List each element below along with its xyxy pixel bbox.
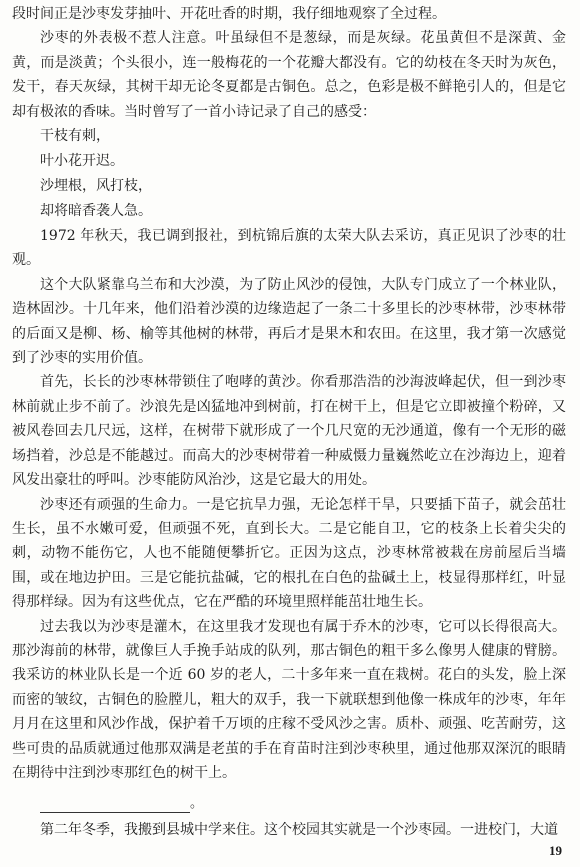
paragraph-4: 这个大队紧靠乌兰布和大沙漠，为了防止风沙的侵蚀，大队专门成立了一个林业队，造林固沙。十几年来，他们沿着沙漠的边缘造起了一条二十多里长的沙枣林带，沙枣林带的后面又是柳、杨、榆等其他树的林带，再后才是果木和农田。在这里，我才第一次感觉到了沙枣的实用价值。	[12, 276, 566, 367]
paragraph-6: 沙枣还有顽强的生命力。一是它抗旱力强，无论怎样干旱，只要插下苗子，就会茁壮生长，虽不水嫩可爱，但顽强不死，直到长大。二是它能自卫，它的枝条上长着尖尖的刺，动物不能伤它，人也不能随便攀折它。正因为这点，沙枣林常被栽在房前屋后当墙围，或在地边护田。三是它能抗盐碱，它的根扎在白色的盐碱土上，枝显得那样红，叶显得那样绿。因为有这些优点，它在严酷的环境里照样能茁壮地生长。	[12, 496, 566, 611]
paragraph-1: 段时间正是沙枣发芽抽叶、开花吐香的时期，我仔细地观察了全过程。	[12, 6, 446, 22]
poem	[12, 124, 566, 224]
paragraph-5: 首先，长长的沙枣林带锁住了咆哮的黄沙。你看那浩浩的沙海波峰起伏，但一到沙枣林前就止步不前了。沙浪先是凶猛地冲到树前，打在树干上，但是它立即被撞个粉碎，又被风卷回去几尺远，这样，在树带下就形成了一个几尺宽的无沙通道，像有一个无形的磁场挡着，沙总是不能越过。而高大的沙枣树带着一种威慑力量巍然屹立在沙海边上，迎着风发出豪壮的呼叫。沙枣能防风治沙，这是它最大的用处。	[12, 374, 566, 489]
poem-line-4: 却将暗香袭人急。	[40, 203, 152, 220]
page-number: 19	[549, 843, 562, 858]
paragraph-8: 第二年冬季，我搬到县城中学来住。这个校园其实就是一个沙枣园。一进校门，大道	[40, 822, 558, 838]
paragraph-2: 沙枣的外表极不惹人注意。叶虽绿但不是葱绿，而是灰绿。花虽黄但不是深黄、金黄，而是淡黄；个头很小，连一般梅花的一个花瓣大都没有。它的幼枝在冬天时为灰色，发干，春天灰绿，其树干却无论冬夏都是古铜色。总之，色彩是极不鲜艳引人的，但是它却有极浓的香味。当时曾写了一首小诗记录了自己的感受：	[12, 30, 566, 120]
paragraph-3: 1972 年秋天，我已调到报社，到杭锦后旗的太荣大队去采访，真正见识了沙枣的壮观。	[12, 228, 566, 269]
poem-line-1: 干枝有刺，	[40, 128, 110, 145]
fill-in-blank-line	[40, 796, 190, 813]
body-text	[12, 2, 566, 785]
paragraph-7: 过去我以为沙枣是灌木，在这里我才发现也有属于乔木的沙枣，它可以长得很高大。那沙海前的林带，就像巨人手挽手站成的队列，那古铜色的粗干多么像男人健康的臂膀。我采访的林业队长是一个近 60 岁的老人，二十多年来一直在栽树。花白的头发，脸上深而密的皱纹，古铜色的脸膛儿，粗大的双手，我一下就联想到他像一株成年的沙枣，年年月月在这里和风沙作战，保护着千万顷的庄稼不受风沙之害。质朴、顽强、吃苦耐劳，这些可贵的品质就通过他那双满是老茧的手在育苗时注到沙枣秧里，通过他那双深沉的眼睛在期待中注到沙枣那红色的树干上。	[12, 618, 566, 781]
poem-line-2: 叶小花开迟。	[40, 153, 124, 170]
fill-in-blank-period: 。	[190, 796, 204, 811]
poem-line-3: 沙埋根，风打枝，	[40, 178, 152, 195]
